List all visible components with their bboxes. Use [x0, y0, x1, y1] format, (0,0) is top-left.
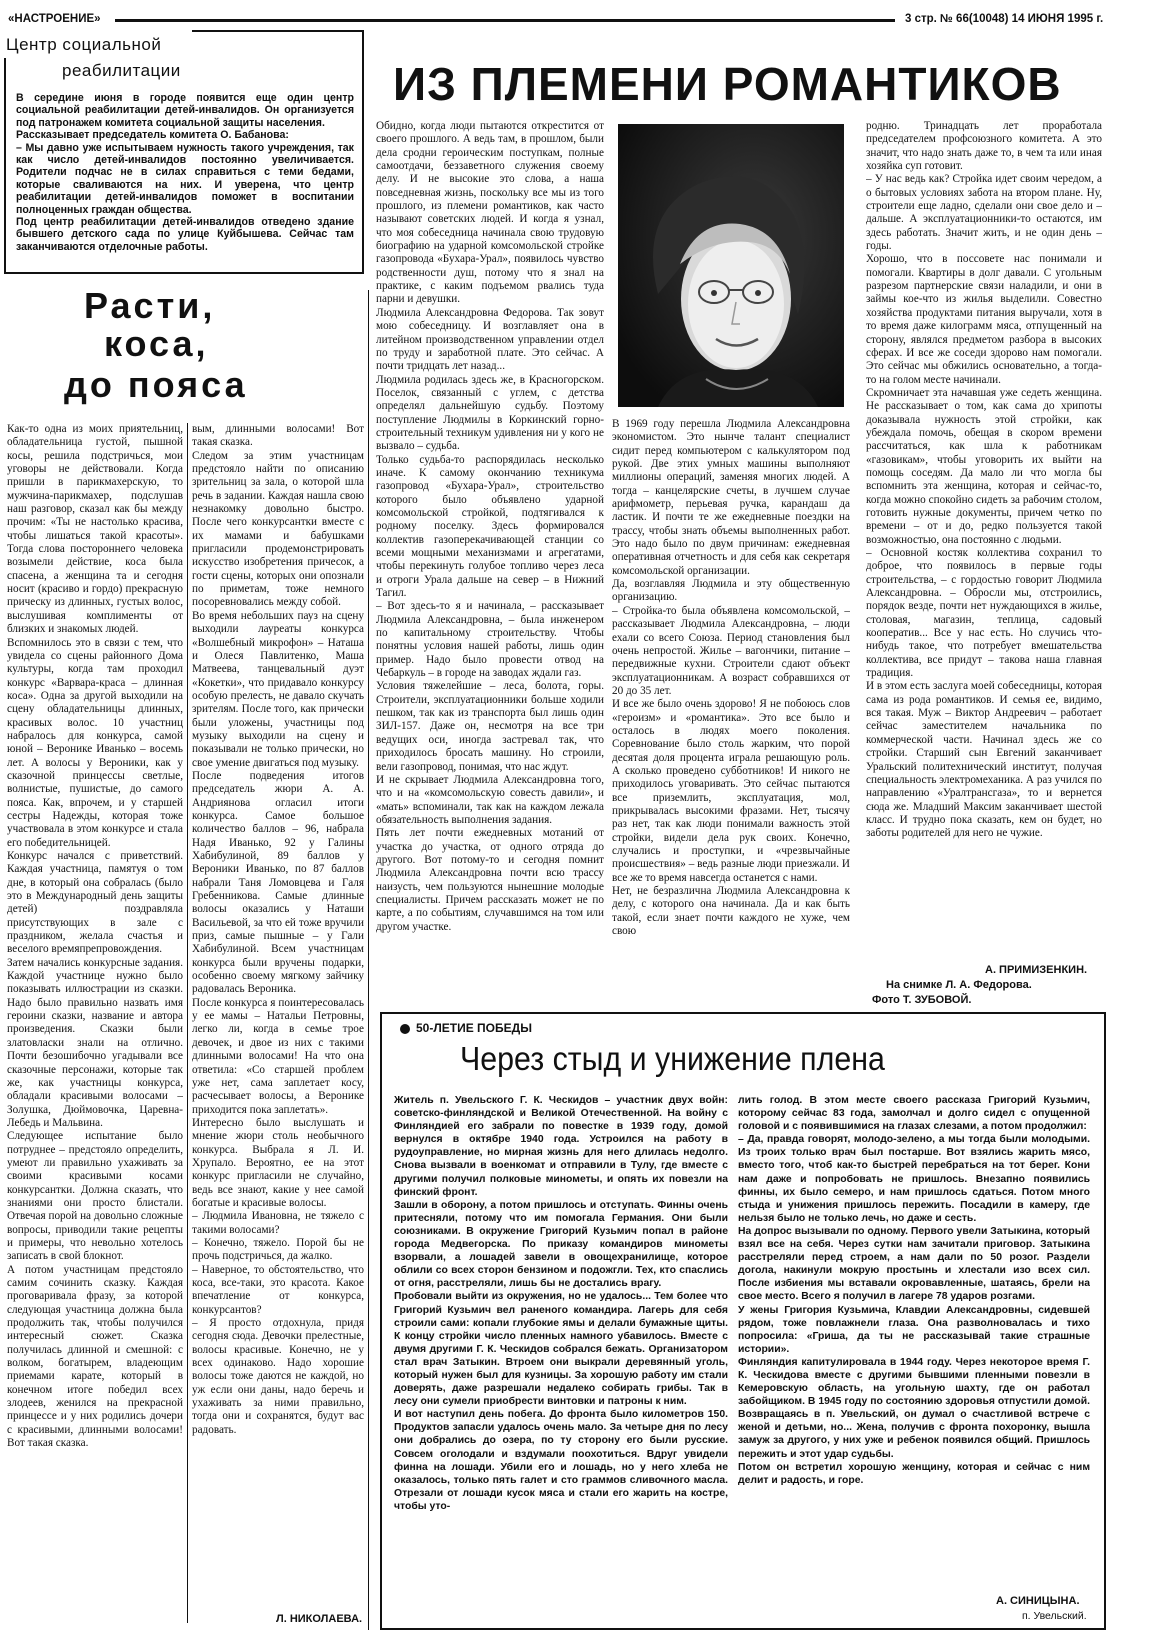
fedorova-photo [618, 124, 844, 407]
grow-title-3: до пояса [64, 364, 248, 405]
grow-column-1: Как-то одна из моих приятельниц, обладательница густой, пышной косы, решила подстричься, мои уговоры не действовали. Когда пришли в парикмахерскую, то мужчина-парикмахер, подслушав наш разговор, сказал как бы между прочим: «Ты не настолько красива, чтобы лишаться такой красоты». Тогда слова постороннего человека возымели действие, коса была спасена, а женщина та и сегодня носит (красиво и гордо) прекрасную прическу из длинных, густых волос, выслушивая комплименты от близких и знакомых людей. Вспомнилось это в связи с тем, что увидела со сцены районного Дома культуры, когда там проходил конкурс «Варвара-краса – длинная коса». Одна за другой выходили на сцену обладательницы длинных, красивых волос. 10 участниц набралось для конкурса, самой юной – Веронике Иванько – восемь лет. А волосы у Вероники, как у сказочной принцессы светлые, волнистые, пушистые, до самого пояса. Как, впрочем, и у старшей сестры Надежды, которая тоже участвовала в этом конкурсе и стала его победительницей. Конкурс начался с приветствий. Каждая участница, памятуя о том дне, в который она собралась (было это в Международный день защиты детей) поздравляла присутствующих в зале с праздником, желала счастья и веселого времяпрепровождения. Затем начались конкурсные задания. Каждой участнице нужно было показывать иллюстрации из сказки. Надо было правильно назвать имя героини сказки, название и автора произведения. Сказки были златовласки знали на отлично. Почти безошибочно угадывали все сказочные персонажи, которые так же, как участницы конкурса, обладали красивыми волосами – Золушка, Дюймовочка, Царевна-Лебедь и Мальвина. Следующее испытание было потруднее – предстояло определить, умеют ли правильно ухаживать за своими красивыми косами конкурсантки. Должна сказать, что знаниями они просто блистали. Отвечая порой на довольно сложные вопросы, приводили такие рецепты и примеры, что невольно хотелось записать в свой блокнот. А потом участницам предстояло самим сочинить сказку. Каждая проговаривала фразу, за которой следующая участница должна была продолжить так, чтобы получился интересный сюжет. Сказка получилась длинной и смешной: с волком, богатырем, владеющим приемами карате, который в конечном итоге победил всех злодеев, женился на прекрасной принцессе и у них родились дочери с красивыми, длинными волосами! Вот такая сказка. [7, 423, 183, 1450]
grow-column-divider [187, 423, 188, 1623]
victory-rubric: 50-ЛЕТИЕ ПОБЕДЫ [416, 1021, 532, 1035]
romantic-column-3: родню. Тринадцать лет проработала председателем профсоюзного комитета. А это значит, что надо знать даже то, в чем та или иная хозяйка суп готовит. – У нас ведь как? Стройка идет своим чередом, а о бытовых условиях забота на втором плане. Ну, строители еще ладно, сделали они свое дело и – дальше. А эксплуатационники-то остаются, им здесь работать. Значит жить, и не один день – годы. Хорошо, что в поссовете нас понимали и помогали. Квартиры в долг давали. С угольным разрезом партнерские связи наладили, и они в займы кое-что из жилья выделили. Совестно хозяйства продуктами питания выручали, хотя в то время даже килограмм мяса, отпущенный на сторону, являлся предметом разбора в высоких сферах. И все же соседи здорово нам помогали. Это сейчас мы обжились основательно, а тогда-то на голом месте начинали. Скромничает эта начавшая уже седеть женщина. Не рассказывает о том, как сама до хрипоты доказывала нужность этой стройки, как убеждала помочь, обещая в скором времени рассчитаться, как шла к работникам «газовикам», чтобы уговорить их выйти на помощь соседям. Да мало ли что могла бы вспомнить эта женщина, которая и сейчас-то, когда можно спокойно сидеть за рабочим столом, готовить нужные документы, причем четко по времени – от и до, редко пользуется такой возможностью, она постоянно с людьми. – Основной костяк коллектива сохранил то доброе, что появилось в первые годы строительства, – с гордостью говорит Людмила Александровна. – Обросли мы, отстроились, порядок везде, почти нет нуждающихся в жилье, столовая, магазин, теплица, садовый кооператив... Все у нас есть. Но случись что-нибудь такое, что потребует вмешательства коллектива, все придут – такова наша главная традиция. И в этом есть заслуга моей собеседницы, которая сама из рода романтиков. И семья ее, видимо, вся такая. Муж – Виктор Андреевич – работает сейчас заместителем начальника по коммерческой части. Начинал здесь же со стройки. Старший сын Евгений заканчивает Уральский политехнический институт, получая специальность электромеханика. А раз учился по направлению «Уралтрансгаза», то и вернется сюда же. Младший Максим заканчивает шестой класс. И трудно пока сказать, кем он будет, но заботы родителей для него не чужие. [866, 120, 1102, 840]
center-article-box-bottom [4, 272, 364, 274]
victory-column-2: лить голод. В этом месте своего рассказа Григорий Кузьмич, которому сейчас 83 года, замолчал и долго сидел с опущенной головой и с появившимися на глазах слезами, а потом продолжил: – Да, правда говорят, молодо-зелено, а мы тогда были молодыми. Из троих только врач был постарше. Вот взялись жарить мясо, вместо того, чтоб как-то быстрей перебраться на тот берег. Кони нам даже и попробовать не пришлось. Внезапно появились финны, их было семеро, и нам пришлось сдаться. Потом много стыда и унижения пришлось пережить. Посадили в камеру, где нельзя было не только лечь, но даже и сесть. На допрос вызывали по одному. Первого увели Затыкина, который взял все на себя. Через сутки нам зачитали приговор. Затыкина расстреляли перед строем, а нам дали по 50 розог. Раздели догола, накинули мокрую простынь и хлестали изо всех сил. После избиения мы вставали окровавленные, шатаясь, брели на свое место. Всего я получил в лагере 78 ударов розгами. У жены Григория Кузьмича, Клавдии Александровны, сидевшей рядом, тоже повлажнели глаза. Она разволновалась и тихо попросила: «Гриша, да ты не рассказывай такие страшные истории». Финляндия капитулировала в 1944 году. Через некоторое время Г. К. Ческидова вместе с другими бывшими пленными повезли в Кемеровскую область, на угольную шахту, где он работал забойщиком. В 1945 году по состоянию здоровья отпустили домой. Возвращаясь в п. Увельский, он думал о счастливой встрече с женой и детьми, но... Жена, получив с фронта похоронку, вышла замуж за другого, у них уже и ребенок появился общий. Пришлось пережить и этот удар судьбы. Потом он встретил хорошую женщину, которая и сейчас с ним делит и радость, и горе. [738, 1095, 1090, 1486]
victory-title: Через стыд и унижение плена [460, 1040, 885, 1077]
issue-line: 3 стр. № 66(10048) 14 ИЮНЯ 1995 г. [905, 13, 1104, 25]
masthead-rule [115, 19, 895, 22]
victory-signature: А. СИНИЦЫНА. [996, 1595, 1080, 1607]
center-article-box-top [192, 30, 364, 32]
grow-column-2: вым, длинными волосами! Вот такая сказка. Следом за этим участницам предстояло найти по описанию зрительниц за зала, о которой шла речь в задании. Каждая нашла свою незнакомку довольно быстро. После чего конкурсантки вместе с их мамами и бабушками пригласили продемонстрировать искусство изобретения причесок, а гости сцены, которых они опознали по приметам, тоже немного посоревновались между собой. Во время небольших пауз на сцену выходили лауреаты конкурса «Волшебный микрофон» – Наташа и Олеся Павлитенко, Маша Матвеева, танцевальный дуэт «Кокетки», что придавало конкурсу особую прелесть, не давало скучать зрителям. После того, как прически были уложены, участницы под музыку выходили на сцену и показывали не только прически, но свое умение двигаться под музыку. После подведения итогов председатель жюри А. А. Андриянова огласил итоги конкурса. Самое большое количество баллов – 96, набрала Надя Иванько, 92 у Галины Хабибулиной, 89 баллов у Вероники Иванько, по 87 баллов набрали Таня Ломовцева и Галя Гребенникова. Самые длинные волосы оказались у Наташи Васильевой, за что ей тоже вручили приз, самые пышные – у Гали Хабибулиной. Всем участницам конкурса были вручены подарки, особенно своему мягкому зайчику радовалась Вероника. После конкурса я поинтересовалась у ее мамы – Натальи Петровны, легко ли, когда в семье трое девочек, и двое из них с такими длинными волосами! На что она ответила: «Со старшей проблем уже нет, сама заплетает косу, расчесывает волосы, а Веронике приходится пока заплетать». Интересно было выслушать и мнение жюри столь необычного конкурса. Выбрала я Л. И. Хрупало. Вероятно, ее на этот конкурс пригласили не случайно, ведь все знают, какие у нее самой богатые и красивые волосы. – Людмила Ивановна, не тяжело с такими волосами? – Конечно, тяжело. Порой бы не прочь подстричься, да жалко. – Наверное, то обстоятельство, что коса, все-таки, это красота. Какое впечатление от конкурса, конкурсантов? – Я просто отдохнула, придя сегодня сюда. Девочки прелестные, волосы красивые. Конечно, не у всех одинаково. Надо хорошие волосы тоже даются не каждой, но уж если они даны, надо беречь и ухаживать за ними правильно, тогда они и сохранятся, будут вас радовать. [192, 423, 364, 1436]
romantic-column-2: В 1969 году перешла Людмила Александровна экономистом. Это нынче талант специалист сидит перед компьютером с калькулятором под рукой. Две этих умных машины выполняют миллионы операций, заменяя многих людей. А тогда – канцелярские счеты, в лучшем случае арифмометр, перьевая ручка, карандаш да ластик. И почти те же ежедневные поездки на трассу, чтобы знать объемы выполненных работ. Это надо было по двум причинам: ежедневная оперативная отчетность и для себя как секретаря комсомольской организации. Да, возглавляя Людмила и эту общественную организацию. – Стройка-то была объявлена комсомольской, – рассказывает Людмила Александровна, – люди ехали со всего Союза. Период становления был очень непростой. Жилье – вагончики, питание – передвижные кухни. Строители сдают объект эксплуатационникам. А возраст собравшихся от 20 до 35 лет. И все же было очень здорово! Я не побоюсь слов «героизм» и «романтика». Это все было и осталось в людях моего поколения. Соревнование было столь жарким, что порой десятая доля процента играла решающую роль. А сколько проведено субботников! И никого не приходилось уговаривать. Это сейчас пытаются все приземлить, эксплуатация, мол, прикрывалась высокими фразами. Нет, тысячу раз нет, так как люди понимали важность этой стройки, видели дела рук своих. Конечно, случались и проступки, и «чрезвычайные происшествия» – ведь разные люди приезжали. И все же то время навсегда останется с нами. Нет, не безразлична Людмила Александровна к делу, с которого она начинала. Да и как быть такой, если знает почти каждого не хуже, чем свою [612, 418, 850, 938]
center-article-box-right [362, 30, 364, 274]
section-name: «НАСТРОЕНИЕ» [8, 13, 101, 25]
grow-title-1: Расти, [84, 285, 216, 326]
romantic-column-1: Обидно, когда люди пытаются открестится от своего прошлого. А ведь там, в прошлом, были дела сродни героическим поступкам, полные самоотдачи, беззаветного служения своему делу. И не высокие это слова, а наша повседневная жизнь, поскольку все мы из того прошлого, из племени романтиков, как часто называют советских людей. И когда я узнал, что моя собеседница начинала свою трудовую биографию на ударной комсомольской стройке газопровода «Бухара-Урал», появилось чувство родственности душ, потому что я знал на практике, с каким подъемом рвались туда парни и девушки. Людмила Александровна Федорова. Так зовут мою собеседницу. И возглавляет она в литейном производственном управлении отдел по труду и заработной плате. Это сейчас. А почти тридцать лет назад... Людмила родилась здесь же, в Красногорском. Поселок, связанный с углем, с детства определял дальнейшую судьбу. Поэтому поступление Людмилы в Коркинский горно-строительный техникум удивления ни у кого не вызвало – судьба. Только судьба-то распорядилась несколько иначе. К самому окончанию техникума газопровод «Бухара-Урал», строительство которого было объявлено ударной комсомольской стройкой, подтягивался к родному поселку. Здесь формировался коллектив газоперекачивающей станции со всеми мощными механизмами и агрегатами, чтобы перекинуть голубое топливо через леса и отроги Урала дальше на север – в Нижний Тагил. – Вот здесь-то я и начинала, – рассказывает Людмила Александровна, – была инженером по капитальному строительству. Чтобы понятны условия нашей работы, лишь один пример. Надо было провести отвод на Чебаркуль – в городе на заводах ждали газ. Условия тяжелейшие – леса, болота, горы. Строители, эксплуатационники больше ходили пешком, так как из транспорта был лишь один ЗИЛ-157. Даже он, несмотря на все три ведущих оси, иногда застревал так, что приходилось бросать машину. Но строили, вели газопровод, понимая, что нас ждут. И не скрывает Людмила Александровна того, что и на «комсомольскую совесть давили», и «мать» вспоминали, так как на каждом лежала обязательность выполнения задания. Пять лет почти ежедневных мотаний от участка до участка, от одного отряда до другого. Вот потому-то и сегодня помнит Людмила Александровна почти всю трассу наизусть, чем пользуются нынешние молодые специалисты. Причем рассказать может не по карте, а по событиям, случавшимся на том или другом участке. [376, 120, 604, 933]
romantic-signature: А. ПРИМИЗЕНКИН. [985, 964, 1088, 976]
grow-title-2: коса, [104, 323, 209, 364]
grow-signature: Л. НИКОЛАЕВА. [276, 1613, 363, 1625]
portrait-image [618, 124, 844, 407]
photo-credit-subject: На снимке Л. А. Федорова. [886, 979, 1032, 991]
victory-article [380, 1012, 1106, 1630]
victory-signature-place: п. Увельский. [1022, 1610, 1087, 1622]
center-article-title-2: реабилитации [62, 61, 181, 80]
victory-column-1: Житель п. Увельского Г. К. Ческидов – участник двух войн: советско-финляндской и Великой Отечественной. На войну с Финляндией его забрали по повестке в 1939 году, домой вернулся в октябре 1940 года. Устроился на работу в рудоуправление, но мирная жизнь для него длилась недолго. Снова вызвали в военкомат и отправили в Тулу, где вместе с другими получил полковые минометы, и опять их повезли на финский фронт. Зашли в оборону, а потом пришлось и отступать. Финны очень притесняли, потому что им помогала Германия. Они были союзниками. В окружение Григорий Кузьмич попал в районе города Медвегорска. По приказу командиров минометы взорвали, а лошадей завели в овощехранилище, которое облили со всех сторон бензином и подожгли. Тех, кто спаслись от огня, расстреляли, лишь бы не достались врагу. Пробовали выйти из окружения, но не удалось... Тем более что Григорий Кузьмич вел раненого командира. Лагерь для себя строили сами: копали глубокие ямы и делали бумажные щиты. К концу стройки число пленных намного убавилось. Вместе с двумя другими Г. К. Ческидов собрался бежать. Организатором стал врач Затыкин. Втроем они выкрали деревянный уголь, который нужен был для кузницы. За хорошую работу им стали доверять, даже разрешали недалеко собирать грибы. Так в лесу они сумели приобрести винтовки и патроны к ним. И вот наступил день побега. До фронта было километров 150. Продуктов запасли удалось очень мало. За четыре дня по лесу они добрались до озера, по ту сторону его были русские. Совсем оголодали и вздумали поохотиться. Вдруг увидели финна на лошади. Убили его и лошадь, но у него хлеба не оказалось, только пять галет и сто граммов сливочного масла. Отрезали от лошади кусок мяса и стали его жарить на костре, чтобы уто- [394, 1095, 728, 1512]
rubric-bullet-icon [400, 1024, 410, 1034]
center-article-body: В середине июня в городе появится еще один центр социальной реабилитации детей-инвалидов. Он организуется под патронажем комитета социальной защиты населения. Рассказывает председатель комитета О. Бабанова: – Мы давно уже испытываем нужность такого учреждения, так как число детей-инвалидов постоянно увеличивается. Родители подчас не в силах справиться с теми бедами, которые сваливаются на них. И уверена, что центр реабилитации детей-инвалидов поможет в воспитании полноценных граждан общества. Под центр реабилитации детей-инвалидов отведено здание бывшего детского сада по улице Куйбышева. Сейчас там заканчиваются отделочные работы. [16, 92, 354, 253]
center-article-box-left [4, 58, 6, 274]
romantic-title: ИЗ ПЛЕМЕНИ РОМАНТИКОВ [393, 58, 1062, 110]
center-article-title-1: Центр социальной [6, 35, 162, 54]
photo-credit-author: Фото Т. ЗУБОВОЙ. [872, 994, 972, 1006]
center-article [4, 30, 364, 274]
grow-right-rule [368, 290, 369, 1630]
